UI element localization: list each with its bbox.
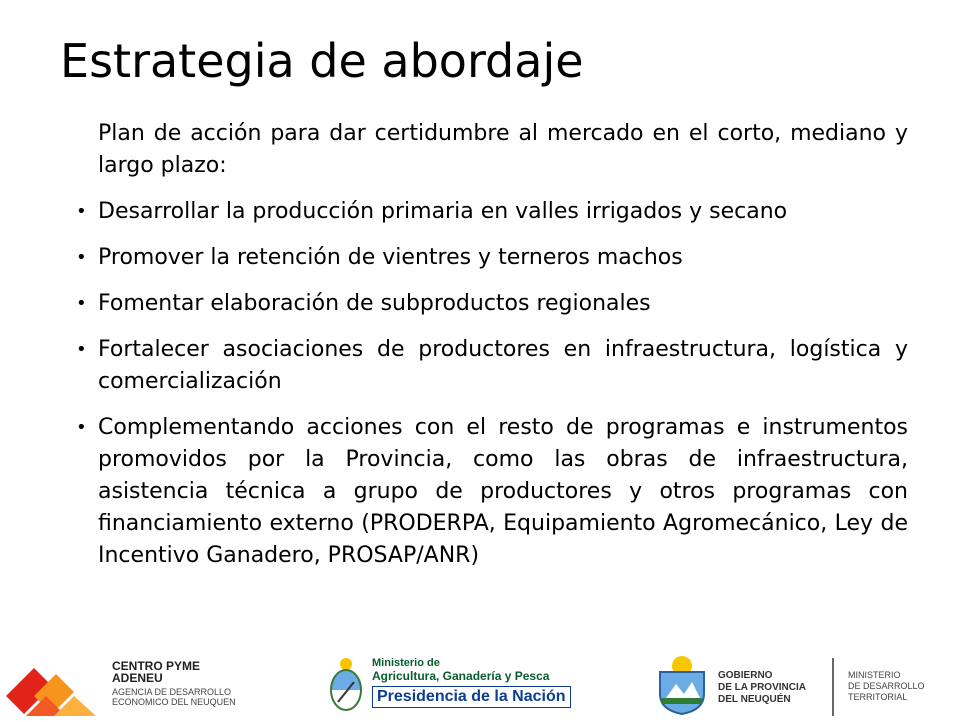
ministerio-agricultura-logo bbox=[326, 654, 588, 716]
ministerio-line-2: Agricultura, Ganadería y Pesca bbox=[372, 669, 550, 683]
slide-title: Estrategia de abordaje bbox=[60, 34, 584, 88]
bullet-item bbox=[76, 288, 908, 320]
logo-divider bbox=[832, 658, 834, 716]
argentina-coat-of-arms-icon bbox=[326, 654, 366, 716]
ministerio-territorial-line-2: DE DESARROLLO bbox=[848, 681, 925, 691]
gobierno-neuquen-logo bbox=[654, 654, 954, 716]
slide-body bbox=[76, 118, 908, 586]
centro-pyme-logo bbox=[4, 656, 244, 718]
neuquen-shield-icon bbox=[654, 654, 710, 716]
bullet-item bbox=[76, 412, 908, 572]
centro-pyme-adeneu: ADENEU bbox=[112, 671, 163, 685]
ministerio-line-1: Ministerio de bbox=[372, 657, 440, 669]
bullet-text: Complementando acciones con el resto de programas e instrumentos promovidos por la Provincia, como las obras de infraestructura, asistencia técnica a grupo de productores y otros programas con financiamiento externo (PRODERPA, Equipamiento Agromecánico, Ley de Incentivo Ganadero, PROSAP/ANR) bbox=[98, 415, 908, 568]
ministerio-territorial-text bbox=[848, 670, 925, 703]
presidencia-label: Presidencia de la Nación bbox=[372, 686, 571, 708]
bullet-dot-icon: • bbox=[76, 293, 87, 314]
ministerio-territorial-line-3: TERRITORIAL bbox=[848, 692, 908, 702]
gobierno-line-2: DE LA PROVINCIA bbox=[718, 682, 806, 693]
centro-pyme-subtitle-1: AGENCIA DE DESARROLLO bbox=[112, 687, 232, 697]
bullet-text: Fomentar elaboración de subproductos regionales bbox=[98, 291, 651, 316]
centro-pyme-name: CENTRO PYME bbox=[112, 659, 201, 673]
bullet-item bbox=[76, 242, 908, 274]
centro-pyme-subtitle-2: ECONOMICO DEL NEUQUEN bbox=[112, 697, 236, 707]
ministerio-territorial-line-1: MINISTERIO bbox=[848, 670, 901, 680]
bullet-dot-icon: • bbox=[76, 201, 87, 222]
intro-paragraph: Plan de acción para dar certidumbre al mercado en el corto, mediano y largo plazo: bbox=[98, 121, 908, 178]
bullet-text: Promover la retención de vientres y terneros machos bbox=[98, 245, 683, 270]
gobierno-line-3: DEL NEUQUÉN bbox=[718, 694, 791, 705]
bullet-text: Fortalecer asociaciones de productores en infraestructura, logística y comercialización bbox=[98, 337, 908, 394]
centro-pyme-text bbox=[112, 660, 236, 707]
ministerio-text bbox=[372, 658, 571, 708]
bullet-dot-icon: • bbox=[76, 417, 87, 438]
centro-pyme-mark-icon bbox=[4, 656, 104, 718]
bullet-dot-icon: • bbox=[76, 247, 87, 268]
footer-logos bbox=[0, 648, 960, 720]
gobierno-line-1: GOBIERNO bbox=[718, 670, 773, 681]
bullet-item bbox=[76, 196, 908, 228]
bullet-item bbox=[76, 334, 908, 398]
bullet-text: Desarrollar la producción primaria en valles irrigados y secano bbox=[98, 199, 788, 224]
bullet-dot-icon: • bbox=[76, 339, 87, 360]
gobierno-text bbox=[718, 670, 806, 706]
